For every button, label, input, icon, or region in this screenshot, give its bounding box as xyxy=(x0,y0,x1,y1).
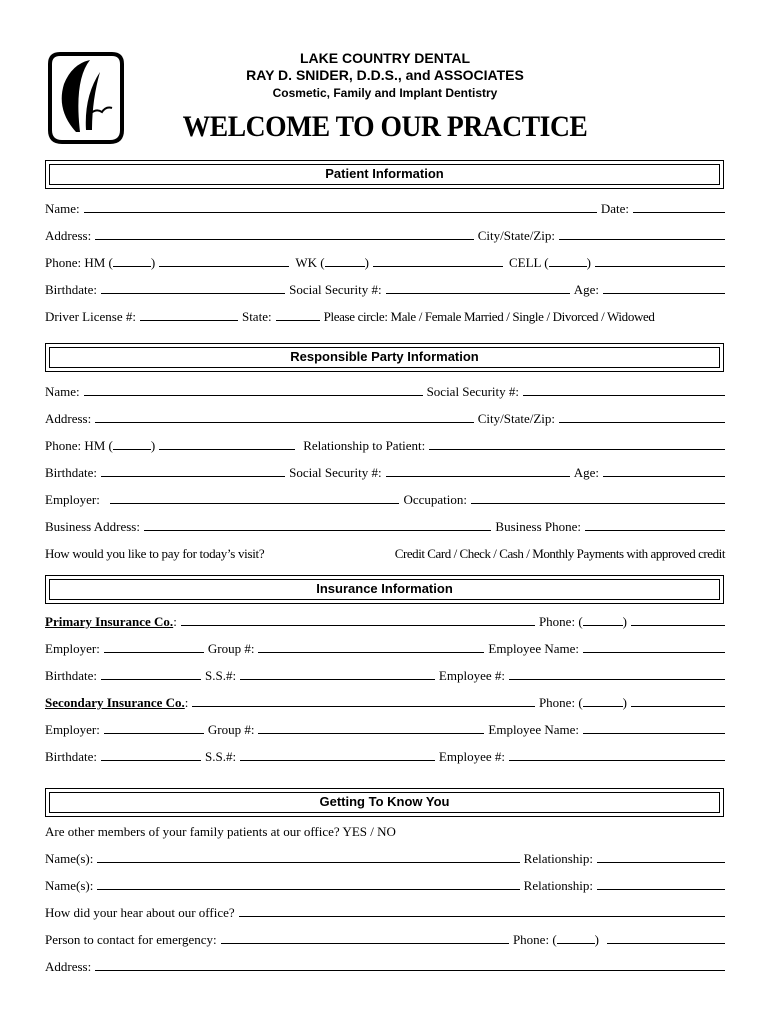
responsible-name-field[interactable] xyxy=(84,395,423,396)
responsible-area-code-field[interactable] xyxy=(113,449,151,450)
field-label: Phone: ( xyxy=(538,695,583,710)
field-label: Occupation: xyxy=(403,492,467,507)
city-state-zip-field[interactable] xyxy=(559,239,725,240)
primary-employee-num-field[interactable] xyxy=(509,679,725,680)
form-row xyxy=(45,748,725,764)
field-label: Group #: xyxy=(207,722,255,737)
field-label: Business Phone: xyxy=(495,519,581,534)
primary-insurance-label: Primary Insurance Co. xyxy=(45,614,174,629)
page-title: WELCOME TO OUR PRACTICE xyxy=(182,110,588,143)
field-label: Employer: xyxy=(45,492,100,507)
field-label: Name(s): xyxy=(45,851,94,866)
field-label: Birthdate: xyxy=(45,282,97,297)
primary-insurance-field[interactable] xyxy=(181,625,535,626)
form-row xyxy=(45,200,725,216)
ssn-field[interactable] xyxy=(386,293,570,294)
emergency-address-field[interactable] xyxy=(95,970,725,971)
field-label: City/State/Zip: xyxy=(477,411,555,426)
field-label: Social Security #: xyxy=(289,465,382,480)
field-label: Age: xyxy=(573,282,599,297)
doctor-name: RAY D. SNIDER, D.D.S., and ASSOCIATES xyxy=(246,67,524,83)
section-title: Patient Information xyxy=(49,164,720,185)
field-label: Social Security #: xyxy=(426,384,519,399)
responsible-age-field[interactable] xyxy=(603,476,725,477)
field-label: City/State/Zip: xyxy=(477,228,555,243)
paren: ) xyxy=(622,614,627,629)
section-title: Responsible Party Information xyxy=(49,347,720,368)
responsible-birthdate-field[interactable] xyxy=(101,476,285,477)
form-row xyxy=(45,850,725,866)
age-field[interactable] xyxy=(603,293,725,294)
secondary-employer-field[interactable] xyxy=(104,733,204,734)
driver-license-field[interactable] xyxy=(140,320,238,321)
secondary-ss-field[interactable] xyxy=(240,760,435,761)
secondary-insurance-field[interactable] xyxy=(192,706,535,707)
colon: : xyxy=(173,614,177,629)
section-header-getting-to-know xyxy=(45,788,724,817)
primary-phone-field[interactable] xyxy=(631,625,725,626)
paren: ) xyxy=(622,695,627,710)
form-row xyxy=(45,410,725,426)
field-label: Employee #: xyxy=(438,668,505,683)
field-label: Address: xyxy=(45,411,92,426)
form-row xyxy=(45,308,725,324)
business-phone-field[interactable] xyxy=(585,530,725,531)
emergency-contact-field[interactable] xyxy=(221,943,509,944)
field-label: Name(s): xyxy=(45,878,94,893)
patient-address-field[interactable] xyxy=(95,239,474,240)
field-label: S.S.#: xyxy=(205,749,237,764)
responsible-ssn-field[interactable] xyxy=(523,395,725,396)
form-row xyxy=(45,464,725,480)
secondary-area-code-field[interactable] xyxy=(583,706,623,707)
paren: ) xyxy=(586,255,591,270)
paren: ) xyxy=(150,438,156,453)
work-area-code-field[interactable] xyxy=(325,266,365,267)
field-label: WK ( xyxy=(295,255,325,270)
sailboat-logo-icon xyxy=(46,50,126,146)
field-label: Relationship to Patient: xyxy=(303,438,426,453)
form-row xyxy=(45,254,725,270)
field-label: Address: xyxy=(45,228,92,243)
field-label: Employee #: xyxy=(438,749,505,764)
form-row xyxy=(45,721,725,737)
field-label: Name: xyxy=(45,384,80,399)
field-label: Phone: ( xyxy=(538,614,583,629)
org-name: LAKE COUNTRY DENTAL xyxy=(299,50,471,66)
paren: ) xyxy=(594,932,599,947)
colon: : xyxy=(184,695,189,710)
field-label: Name: xyxy=(45,201,80,216)
state-field[interactable] xyxy=(276,320,320,321)
form-row xyxy=(45,227,725,243)
family-question[interactable]: Are other members of your family patients at our office? YES / NO xyxy=(45,824,396,839)
field-label: How did your hear about our office? xyxy=(45,905,235,920)
payment-options[interactable]: Credit Card / Check / Cash / Monthly Payments with approved credit xyxy=(394,546,725,561)
paren: ) xyxy=(364,255,369,270)
primary-birthdate-field[interactable] xyxy=(101,679,201,680)
secondary-insurance-label: Secondary Insurance Co. xyxy=(45,695,185,710)
secondary-employee-name-field[interactable] xyxy=(583,733,725,734)
form-row xyxy=(45,383,725,399)
date-field[interactable] xyxy=(633,212,725,213)
form-row xyxy=(45,437,725,453)
primary-employer-field[interactable] xyxy=(104,652,204,653)
cell-area-code-field[interactable] xyxy=(549,266,587,267)
field-label: Relationship: xyxy=(523,878,593,893)
primary-group-field[interactable] xyxy=(258,652,484,653)
field-label: Employee Name: xyxy=(488,641,579,656)
section-header-responsible xyxy=(45,343,724,372)
gender-marital-options[interactable]: Please circle: Male / Female Married / Single / Divorced / Widowed xyxy=(323,309,655,324)
form-row xyxy=(45,518,725,534)
pay-question: How would you like to pay for today’s visit? xyxy=(45,546,265,561)
field-label: Employer: xyxy=(45,641,100,656)
field-label: Business Address: xyxy=(45,519,140,534)
section-header-insurance xyxy=(45,575,724,604)
section-title: Getting To Know You xyxy=(49,792,720,813)
field-label: S.S.#: xyxy=(205,668,237,683)
home-area-code-field[interactable] xyxy=(113,266,151,267)
secondary-employee-num-field[interactable] xyxy=(509,760,725,761)
primary-ss-field[interactable] xyxy=(240,679,435,680)
primary-employee-name-field[interactable] xyxy=(583,652,725,653)
field-label: Date: xyxy=(600,201,629,216)
home-phone-field[interactable] xyxy=(159,266,289,267)
emergency-area-code-field[interactable] xyxy=(557,943,595,944)
field-label: Birthdate: xyxy=(45,668,97,683)
field-label: Group #: xyxy=(207,641,255,656)
secondary-group-field[interactable] xyxy=(258,733,484,734)
patient-name-field[interactable] xyxy=(84,212,597,213)
field-label: Birthdate: xyxy=(45,465,97,480)
form-row xyxy=(45,958,725,974)
field-label: Employee Name: xyxy=(488,722,579,737)
secondary-birthdate-field[interactable] xyxy=(101,760,201,761)
family-names-field[interactable] xyxy=(97,862,519,863)
field-label: State: xyxy=(241,309,272,324)
section-title: Insurance Information xyxy=(49,579,720,600)
field-label: Person to contact for emergency: xyxy=(45,932,217,947)
field-label: Social Security #: xyxy=(289,282,382,297)
form-row xyxy=(45,667,725,683)
responsible-city-state-zip-field[interactable] xyxy=(559,422,725,423)
form-row xyxy=(45,694,725,710)
field-label: Phone: HM ( xyxy=(45,255,113,270)
form-row xyxy=(45,613,725,629)
birthdate-field[interactable] xyxy=(101,293,285,294)
employer-field[interactable] xyxy=(110,503,400,504)
field-label: Phone: ( xyxy=(512,932,557,947)
field-label: CELL ( xyxy=(508,255,549,270)
tagline: Cosmetic, Family and Implant Dentistry xyxy=(272,86,498,100)
form-row xyxy=(45,823,725,839)
emergency-phone-field[interactable] xyxy=(607,943,725,944)
form-row xyxy=(45,640,725,656)
field-label: Age: xyxy=(573,465,599,480)
family-relationship-field[interactable] xyxy=(597,862,725,863)
field-label: Employer: xyxy=(45,722,100,737)
family-names-field-2[interactable] xyxy=(97,889,519,890)
secondary-phone-field[interactable] xyxy=(631,706,725,707)
paren: ) xyxy=(150,255,156,270)
cell-phone-field[interactable] xyxy=(595,266,725,267)
field-label: Phone: HM ( xyxy=(45,438,113,453)
form-row xyxy=(45,281,725,297)
business-address-field[interactable] xyxy=(144,530,491,531)
responsible-phone-field[interactable] xyxy=(159,449,295,450)
work-phone-field[interactable] xyxy=(373,266,503,267)
relationship-field[interactable] xyxy=(429,449,725,450)
responsible-address-field[interactable] xyxy=(95,422,474,423)
field-label: Birthdate: xyxy=(45,749,97,764)
occupation-field[interactable] xyxy=(471,503,725,504)
form-row xyxy=(45,877,725,893)
referral-source-field[interactable] xyxy=(239,916,725,917)
form-row xyxy=(45,931,725,947)
section-header-patient xyxy=(45,160,724,189)
responsible-ssn2-field[interactable] xyxy=(386,476,570,477)
field-label: Driver License #: xyxy=(45,309,136,324)
form-row xyxy=(45,545,725,561)
form-row xyxy=(45,904,725,920)
field-label: Address: xyxy=(45,959,92,974)
form-row xyxy=(45,491,725,507)
field-label: Relationship: xyxy=(523,851,593,866)
primary-area-code-field[interactable] xyxy=(583,625,623,626)
family-relationship-field-2[interactable] xyxy=(597,889,725,890)
